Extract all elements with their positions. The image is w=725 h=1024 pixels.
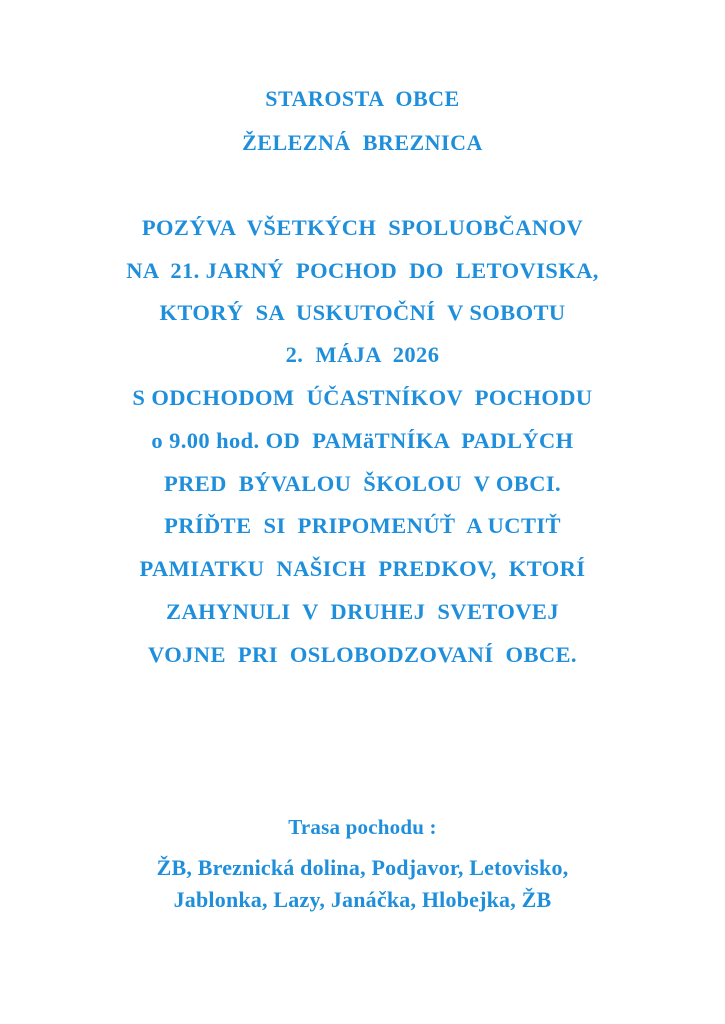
invitation-line: PRED BÝVALOU ŠKOLOU V OBCI. [163,471,562,496]
invitation-line: NA 21. JARNÝ POCHOD DO LETOVISKA, [126,258,599,283]
invitation-line: POZÝVA VŠETKÝCH SPOLUOBČANOV [141,215,584,240]
invitation-line: PRÍĎTE SI PRIPOMENÚŤ A UCTIŤ [164,513,561,538]
route-title: Trasa pochodu : [288,815,437,839]
invitation-line: PAMIATKU NAŠICH PREDKOV, KTORÍ [139,556,586,581]
invitation-line: o 9.00 hod. OD PAMäTNÍKA PADLÝCH [151,428,574,453]
route-line: Jablonka, Lazy, Janáčka, Hlobejka, ŽB [173,887,552,912]
heading-village: ŽELEZNÁ BREZNICA [242,130,483,155]
invitation-line: KTORÝ SA USKUTOČNÍ V SOBOTU [159,300,566,325]
route-line: ŽB, Breznická dolina, Podjavor, Letovisko, [156,855,569,880]
invitation-line: VOJNE PRI OSLOBODZOVANÍ OBCE. [148,642,577,667]
invitation-line: ZAHYNULI V DRUHEJ SVETOVEJ [166,599,559,624]
heading-title: STAROSTA OBCE [265,86,460,111]
invitation-date: 2. MÁJA 2026 [285,342,440,367]
invitation-line: S ODCHODOM ÚČASTNÍKOV POCHODU [132,385,593,410]
